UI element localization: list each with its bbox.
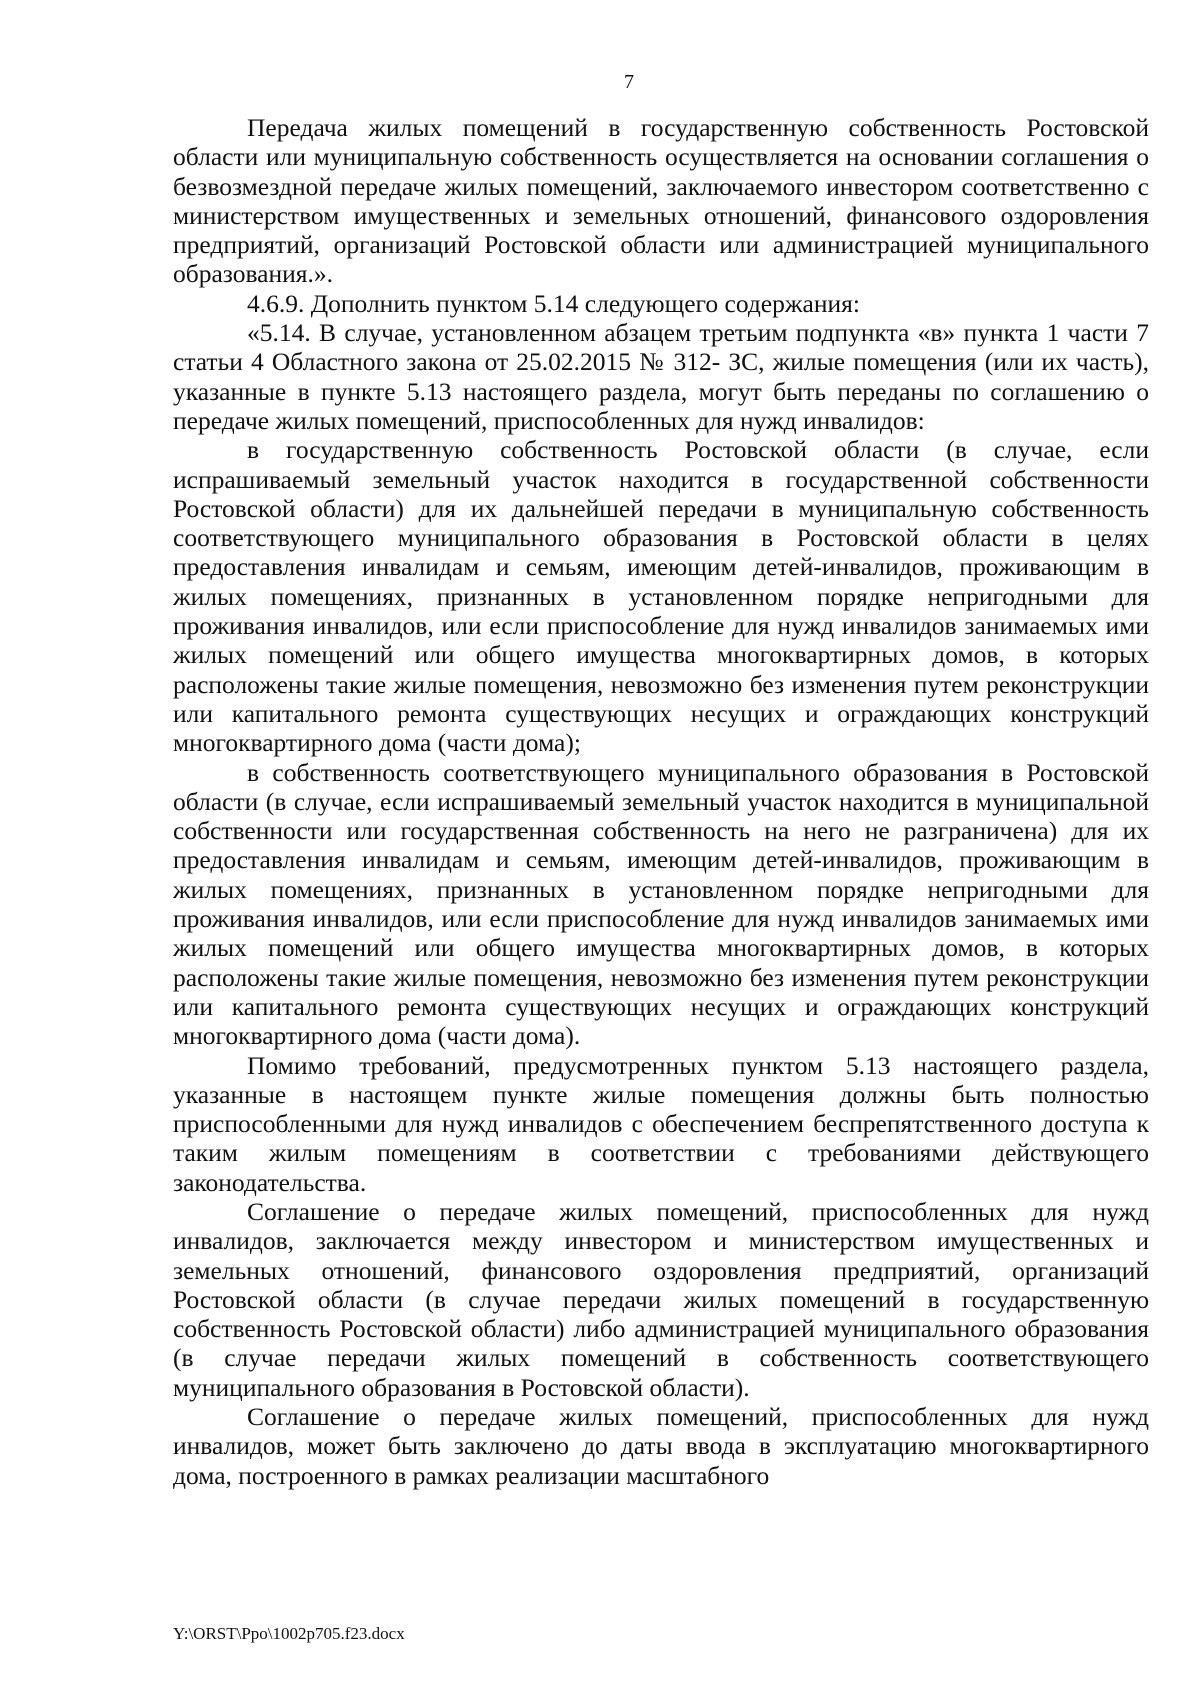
paragraph-amendment-4-6-9: 4.6.9. Дополнить пунктом 5.14 следующего содержания: xyxy=(247,288,860,318)
document-body xyxy=(173,113,1149,1490)
file-path-footer: Y:\ORST\Ppo\1002p705.f23.docx xyxy=(173,1624,405,1643)
paragraph-state-ownership: в государственную собственность Ростовской области (в случае, если испрашиваемый земельный участок находится в государственной собственности Ростовской области) для их дальнейшей передачи в муниципальную собственность соответствующего муниципального образования в Ростовской области в целях предоставления инвалидам и семьям, имеющим детей-инвалидов, проживающим в жилых помещениях, признанных в установленном порядке непригодными для проживания инвалидов, или если приспособление для нужд инвалидов занимаемых ими жилых помещений или общего имущества многоквартирных домов, в которых расположены такие жилые помещения, невозможно без изменения путем реконструкции или капитального ремонта существующих несущих и ограждающих конструкций многоквартирного дома (части дома); xyxy=(173,435,1149,758)
paragraph-agreement-timing: Соглашение о передаче жилых помещений, приспособленных для нужд инвалидов, может быть заключено до даты ввода в эксплуатацию многоквартирного дома, построенного в рамках реализации масштабного xyxy=(173,1402,1149,1490)
paragraph-transfer-basis: Передача жилых помещений в государственную собственность Ростовской области или муниципальную собственность осуществляется на основании соглашения о безвозмездной передаче жилых помещений, заключаемого инвестором соответственно с министерством имущественных и земельных отношений, финансового оздоровления предприятий, организаций Ростовской области или администрацией муниципального образования.». xyxy=(173,113,1149,289)
paragraph-municipal-ownership: в собственность соответствующего муниципального образования в Ростовской области (в случае, если испрашиваемый земельный участок находится в муниципальной собственности или государственная собственность на него не разграничена) для их предоставления инвалидам и семьям, имеющим детей-инвалидов, проживающим в жилых помещениях, признанных в установленном порядке непригодными для проживания инвалидов, или если приспособление для нужд инвалидов занимаемых ими жилых помещений или общего имущества многоквартирных домов, в которых расположены такие жилые помещения, невозможно без изменения путем реконструкции или капитального ремонта существующих несущих и ограждающих конструкций многоквартирного дома (части дома). xyxy=(173,757,1149,1051)
paragraph-agreement-parties: Соглашение о передаче жилых помещений, приспособленных для нужд инвалидов, заключается между инвестором и министерством имущественных и земельных отношений, финансового оздоровления предприятий, организаций Ростовской области (в случае передачи жилых помещений в государственную собственность Ростовской области) либо администрацией муниципального образования (в случае передачи жилых помещений в собственность соответствующего муниципального образования в Ростовской области). xyxy=(173,1196,1149,1402)
paragraph-clause-5-14: «5.14. В случае, установленном абзацем третьим подпункта «в» пункта 1 части 7 статьи 4 Областного закона от 25.02.2015 № 312- ЗС, жилые помещения (или их часть), указанные в пункте 5.13 настоящего раздела, могут быть переданы по соглашению о передаче жилых помещений, приспособленных для нужд инвалидов: xyxy=(173,318,1149,435)
paragraph-requirements: Помимо требований, предусмотренных пунктом 5.13 настоящего раздела, указанные в настоящем пункте жилые помещения должны быть полностью приспособленными для нужд инвалидов с обеспечением беспрепятственного доступа к таким жилым помещениям в соответствии с требованиями действующего законодательства. xyxy=(173,1050,1149,1197)
page-number: 7 xyxy=(624,71,634,93)
